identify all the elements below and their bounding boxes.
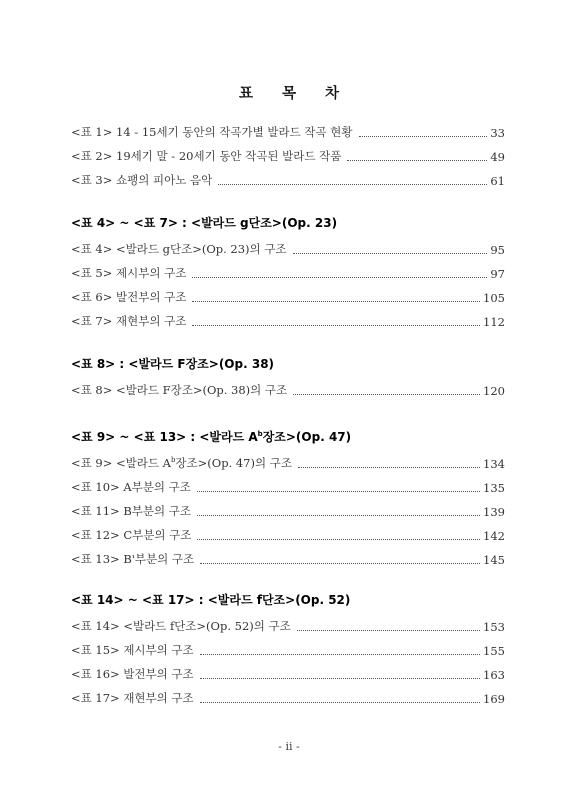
toc-entry[interactable] — [71, 686, 505, 706]
toc-page-number: 97 — [490, 267, 505, 281]
toc-entry-label: <표 12> C부분의 구조 — [71, 528, 192, 542]
dot-leader — [192, 300, 480, 302]
dot-leader — [192, 276, 487, 278]
page-number-footer: - ii - — [278, 740, 300, 753]
heading-text: <표 9> ~ <표 13> : <발라드 A — [71, 430, 258, 444]
dot-leader — [197, 490, 480, 492]
toc-entry[interactable] — [71, 638, 505, 658]
toc-entry[interactable] — [71, 285, 505, 305]
toc-entry-label: <표 8> <발라드 F장조>(Op. 38)의 구조 — [71, 383, 288, 397]
toc-page-number: 155 — [483, 644, 505, 658]
section-heading — [71, 591, 505, 611]
heading-text-suffix: 장조>(Op. 47) — [262, 430, 352, 444]
toc-entry-label: <표 15> 제시부의 구조 — [71, 643, 194, 657]
toc-entry[interactable] — [71, 499, 505, 519]
toc-entry-label: <표 14> <발라드 f단조>(Op. 52)의 구조 — [71, 619, 291, 633]
dot-leader — [200, 701, 480, 703]
dot-leader — [347, 159, 487, 161]
toc-entry-label: <표 17> 재현부의 구조 — [71, 691, 194, 705]
toc-entry[interactable] — [71, 475, 505, 495]
toc-page-number: 142 — [483, 529, 505, 543]
section-heading — [71, 214, 505, 234]
toc-page-number: 120 — [483, 384, 505, 398]
toc-page-number: 135 — [483, 481, 505, 495]
toc-entry[interactable] — [71, 261, 505, 281]
toc-entry-label: <표 11> B부분의 구조 — [71, 504, 191, 518]
dot-leader — [297, 629, 480, 631]
flat-superscript: b — [257, 430, 263, 438]
toc-entry-label: <표 2> 19세기 말 - 20세기 동안 작곡된 발라드 작품 — [71, 149, 342, 163]
toc-page-number: 153 — [483, 620, 505, 634]
toc-entry-label: <표 16> 발전부의 구조 — [71, 667, 194, 681]
toc-entry-label: <표 7> 재현부의 구조 — [71, 314, 187, 328]
toc-entry[interactable] — [71, 547, 505, 567]
dot-leader — [359, 135, 488, 137]
dot-leader — [218, 183, 487, 185]
section-heading — [71, 428, 505, 448]
dot-leader — [200, 653, 480, 655]
toc-page-number: 169 — [483, 692, 505, 706]
toc-page-number: 112 — [483, 315, 505, 329]
toc-entry[interactable] — [71, 120, 505, 140]
dot-leader — [293, 252, 488, 254]
toc-entry[interactable] — [71, 144, 505, 164]
toc-page-number: 145 — [483, 553, 505, 567]
heading-text: <표 14> ~ <표 17> : <발라드 f단조>(Op. 52) — [71, 593, 351, 607]
dot-leader — [197, 514, 480, 516]
toc-entry-label: <표 4> <발라드 g단조>(Op. 23)의 구조 — [71, 242, 287, 256]
dot-leader — [197, 538, 480, 540]
toc-entry[interactable] — [71, 309, 505, 329]
toc-page-number: 105 — [483, 291, 505, 305]
page-title: 표 목 차 — [238, 85, 352, 102]
toc-page-number: 139 — [483, 505, 505, 519]
toc-entry-label-prefix: <표 9> <발라드 A — [71, 456, 171, 470]
dot-leader — [200, 562, 480, 564]
dot-leader — [200, 677, 480, 679]
toc-entry-label: <표 13> B'부분의 구조 — [71, 552, 195, 566]
toc-page-number: 95 — [490, 243, 505, 257]
toc-entry[interactable] — [71, 662, 505, 682]
toc-entry-label-suffix: 장조>(Op. 47)의 구조 — [175, 456, 292, 470]
toc-entry[interactable] — [71, 614, 505, 634]
toc-entry-label: <표 1> 14 - 15세기 동안의 작곡가별 발라드 작곡 현황 — [71, 125, 353, 139]
toc-entry-label: <표 6> 발전부의 구조 — [71, 290, 187, 304]
toc-entry[interactable] — [71, 237, 505, 257]
toc-page-number: 163 — [483, 668, 505, 682]
toc-entry[interactable] — [71, 451, 505, 471]
toc-entry[interactable] — [71, 378, 505, 398]
heading-text: <표 8> : <발라드 F장조>(Op. 38) — [71, 357, 275, 371]
toc-page-number: 61 — [490, 174, 505, 188]
toc-entry-label: <표 3> 쇼팽의 피아노 음악 — [71, 173, 213, 187]
toc-entry[interactable] — [71, 523, 505, 543]
toc-entry-label — [71, 455, 292, 471]
section-heading — [71, 355, 505, 375]
toc-page-number: 134 — [483, 457, 505, 471]
heading-text: <표 4> ~ <표 7> : <발라드 g단조>(Op. 23) — [71, 216, 338, 230]
toc-page-number: 49 — [490, 150, 505, 164]
toc-page-number: 33 — [490, 126, 505, 140]
toc-entry-label: <표 5> 제시부의 구조 — [71, 266, 187, 280]
toc-entry-label: <표 10> A부분의 구조 — [71, 480, 191, 494]
dot-leader — [192, 324, 480, 326]
dot-leader — [298, 466, 480, 468]
dot-leader — [293, 393, 480, 395]
toc-entry[interactable] — [71, 168, 505, 188]
flat-superscript: b — [170, 456, 176, 464]
